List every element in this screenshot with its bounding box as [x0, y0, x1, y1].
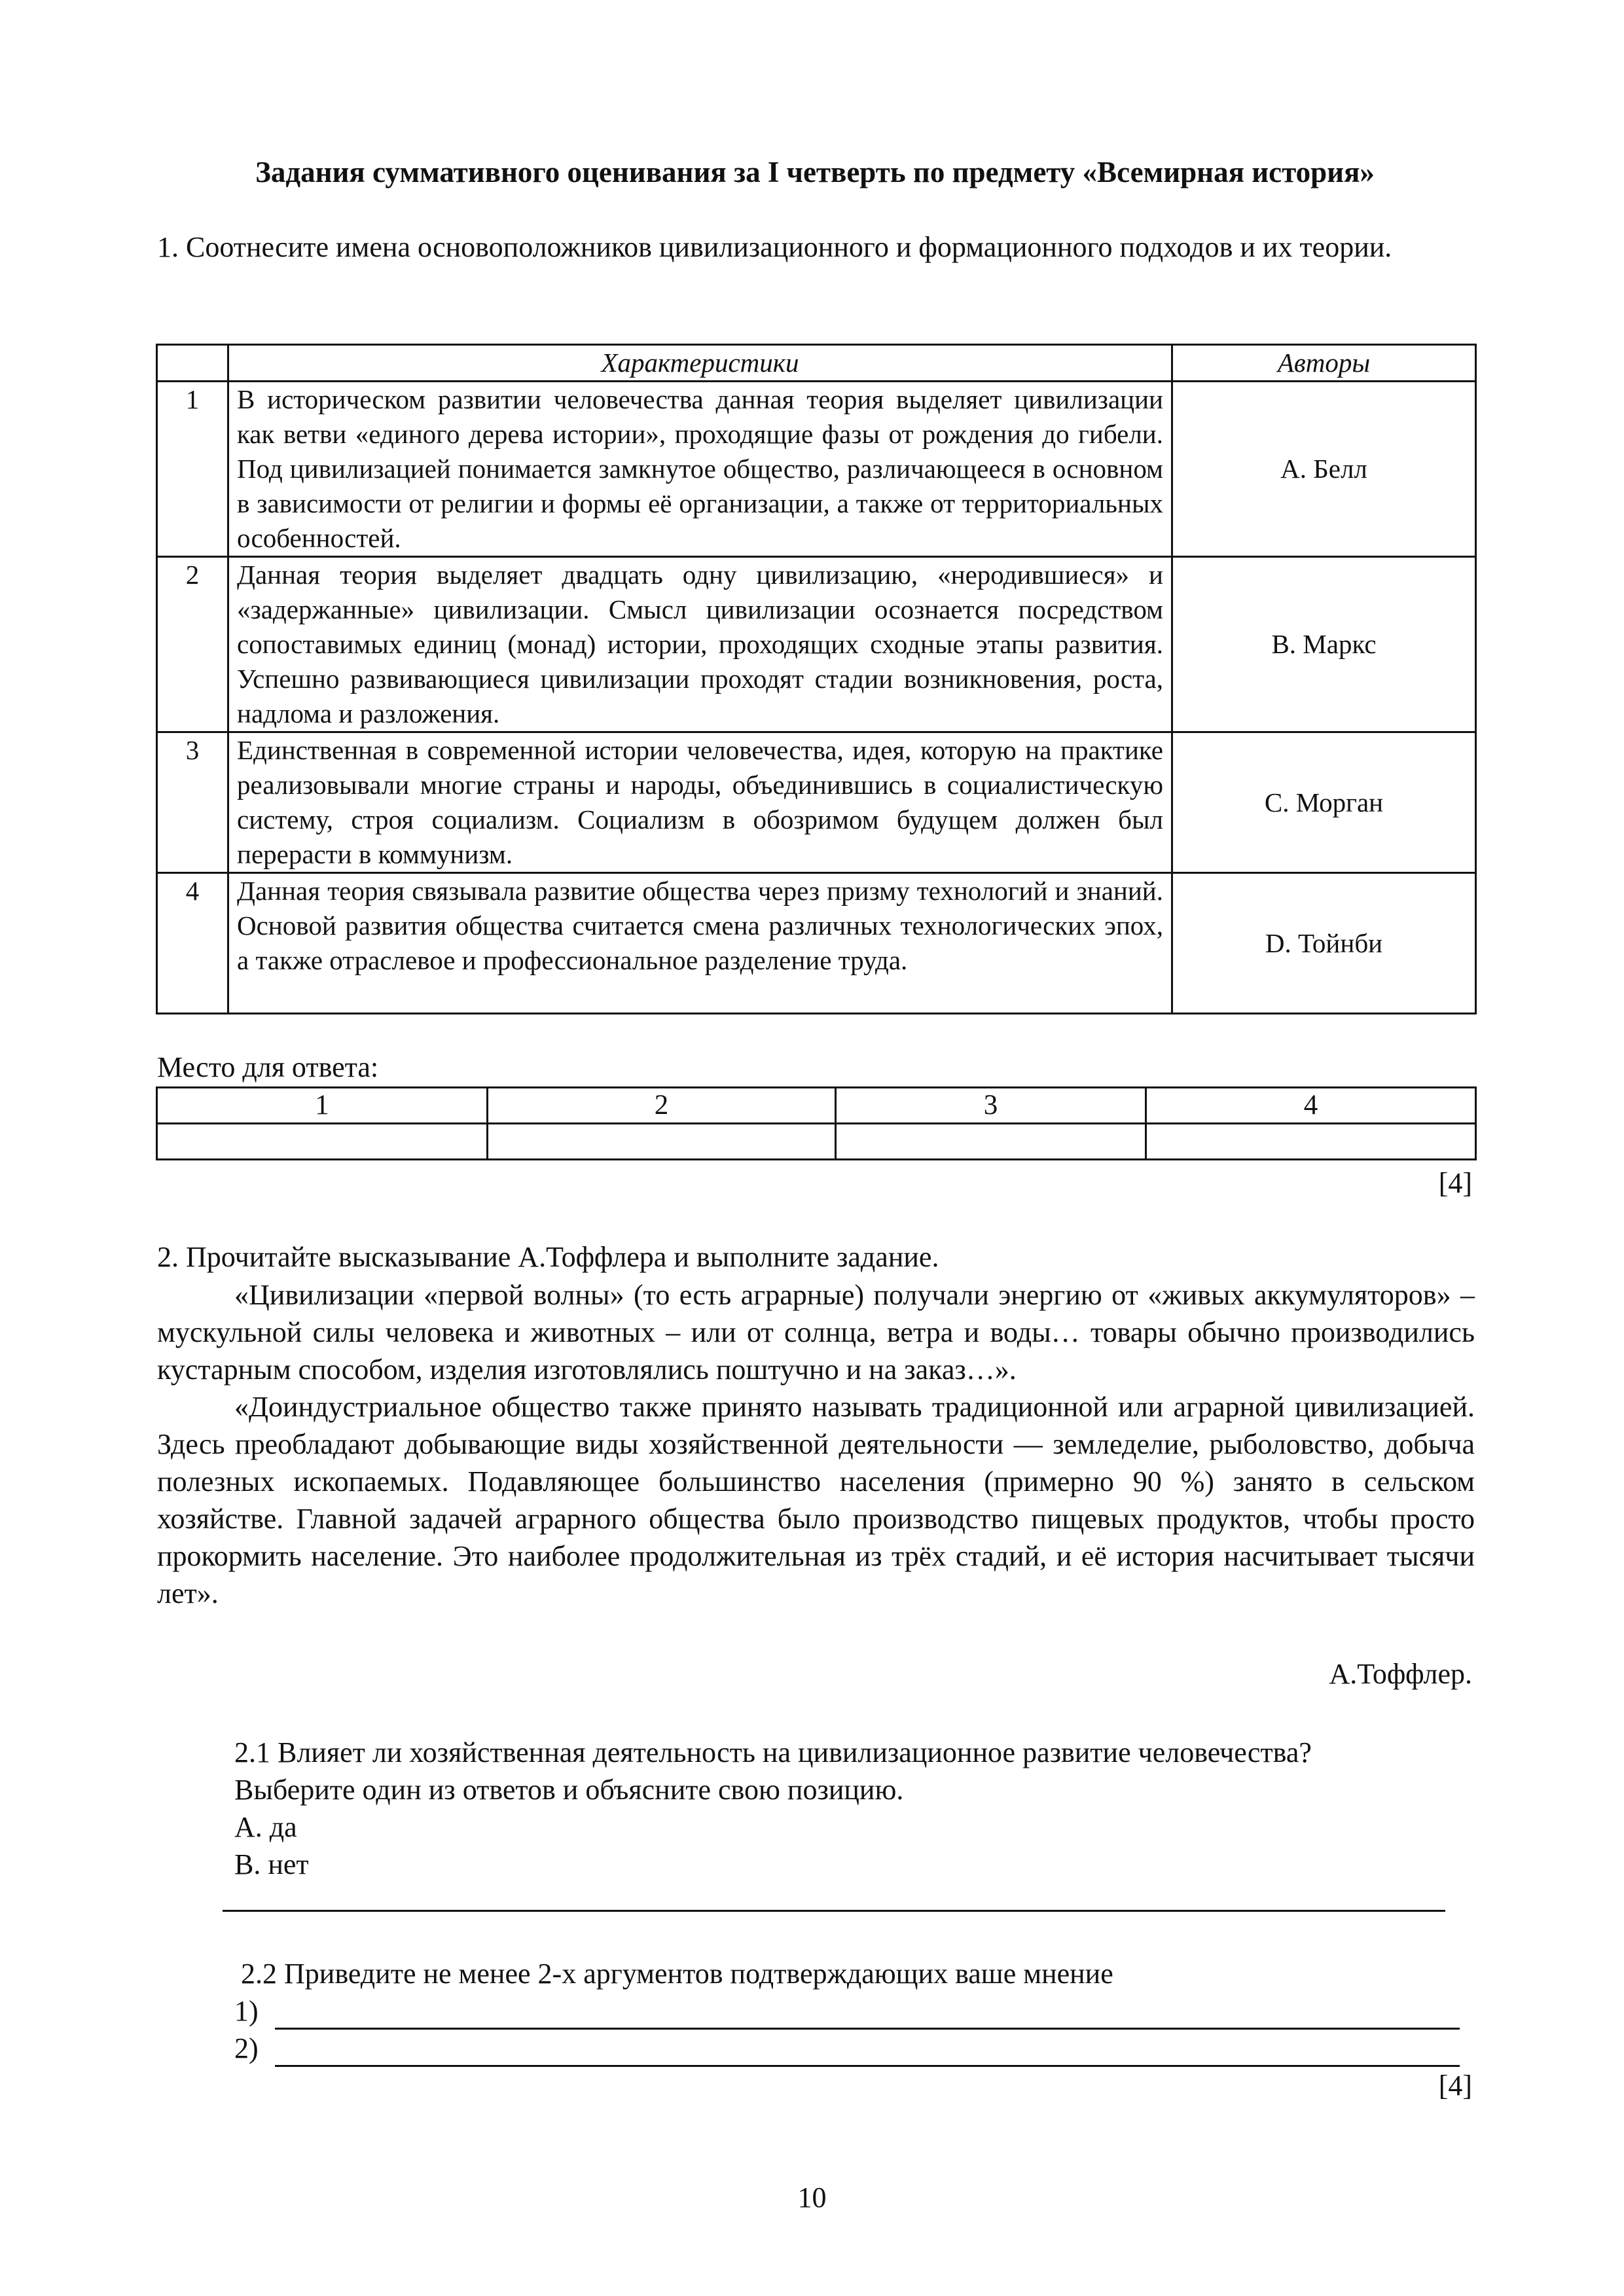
answer-cell-1[interactable] [157, 1124, 488, 1160]
row-number: 2 [157, 557, 228, 732]
page-title: Задания суммативного оценивания за I четверть по предмету «Всемирная история» [255, 156, 1375, 188]
answer-cell-4[interactable] [1146, 1124, 1476, 1160]
table-row [157, 557, 1476, 732]
table-row [157, 382, 1476, 557]
question-2-2: 2.2 Приведите не менее 2-х аргументов подтверждающих ваше мнение [241, 1958, 1113, 1990]
row-author: A. Белл [1172, 382, 1476, 557]
answer-line-2-1[interactable] [223, 1910, 1445, 1912]
answer-label: Место для ответа: [157, 1051, 379, 1083]
argument-1-label: 1) [234, 1995, 259, 2027]
option-b: В. нет [234, 1848, 309, 1880]
row-number: 4 [157, 873, 228, 1014]
row-author: C. Морган [1172, 732, 1476, 873]
answer-col-3: 3 [836, 1088, 1146, 1124]
quote-paragraph: «Цивилизации «первой волны» (то есть аграрные) получали энергию от «живых аккумуляторов» – мускульной силы человека и животных – или от солнца, ветра и воды… товары обычно производились кустарным способом, изделия изготовлялись поштучно и на заказ…». [157, 1279, 1475, 1386]
argument-2-label: 2) [234, 2032, 259, 2064]
row-number: 1 [157, 382, 228, 557]
answer-header-row [157, 1088, 1476, 1124]
row-description: Данная теория связывала развитие общества через призму технологий и знаний. Основой развития общества считается смена различных технологических эпох, а также отраслевое и профессиональное разделение труда. [228, 873, 1172, 1014]
question-2-1-line1: 2.1 Влияет ли хозяйственная деятельность на цивилизационное развитие человечества? [234, 1736, 1312, 1768]
row-author: D. Тойнби [1172, 873, 1476, 1014]
header-characteristics: Характеристики [228, 345, 1172, 382]
task2-score: [4] [1438, 2070, 1472, 2102]
answer-cell-2[interactable] [488, 1124, 836, 1160]
answer-input-row [157, 1124, 1476, 1160]
page-number: 10 [797, 2181, 827, 2214]
matching-table [156, 344, 1477, 1014]
quote-block [157, 1276, 1475, 1612]
answer-col-2: 2 [488, 1088, 836, 1124]
option-a: А. да [234, 1811, 297, 1843]
table-row [157, 873, 1476, 1014]
argument-2-line[interactable] [275, 2034, 1460, 2067]
argument-1-line[interactable] [275, 1996, 1460, 2030]
question-2-1-line2: Выберите один из ответов и объясните свою позицию. [234, 1774, 904, 1806]
answer-col-4: 4 [1146, 1088, 1476, 1124]
task1-prompt: 1. Соотнесите имена основоположников цивилизационного и формационного подходов и их теории. [157, 231, 1392, 263]
answer-col-1: 1 [157, 1088, 488, 1124]
table-row [157, 732, 1476, 873]
row-description: В историческом развитии человечества данная теория выделяет цивилизации как ветви «единого дерева истории», проходящие фазы от рождения до гибели. Под цивилизацией понимается замкнутое общество, различающееся в основном в зависимости от религии и формы её организации, а также от территориальных особенностей. [228, 382, 1172, 557]
table-header-row [157, 345, 1476, 382]
task2-prompt: 2. Прочитайте высказывание А.Тоффлера и выполните задание. [157, 1241, 939, 1273]
quote-paragraph: «Доиндустриальное общество также принято называть традиционной или аграрной цивилизацией. Здесь преобладают добывающие виды хозяйственной деятельности — земледелие, рыболовство, добыча полезных ископаемых. Подавляющее большинство населения (примерно 90 %) занято в сельском хозяйстве. Главной задачей аграрного общества было производство пищевых продуктов, чтобы просто прокормить население. Это наиболее продолжительная из трёх стадий, и её история насчитывает тысячи лет». [157, 1391, 1475, 1609]
row-number: 3 [157, 732, 228, 873]
row-author: B. Маркс [1172, 557, 1476, 732]
answer-cell-3[interactable] [836, 1124, 1146, 1160]
row-description: Единственная в современной истории человечества, идея, которую на практике реализовывали многие страны и народы, объединившись в социалистическую систему, строя социализм. Социализм в обозримом будущем должен был перерасти в коммунизм. [228, 732, 1172, 873]
header-authors: Авторы [1172, 345, 1476, 382]
answer-table [156, 1086, 1477, 1160]
header-num [157, 345, 228, 382]
quote-author: А.Тоффлер. [1329, 1658, 1472, 1690]
task1-score: [4] [1438, 1167, 1472, 1199]
row-description: Данная теория выделяет двадцать одну цивилизацию, «неродившиеся» и «задержанные» цивилизации. Смысл цивилизации осознается посредством сопоставимых единиц (монад) истории, проходящих сходные этапы развития. Успешно развивающиеся цивилизации проходят стадии возникновения, роста, надлома и разложения. [228, 557, 1172, 732]
